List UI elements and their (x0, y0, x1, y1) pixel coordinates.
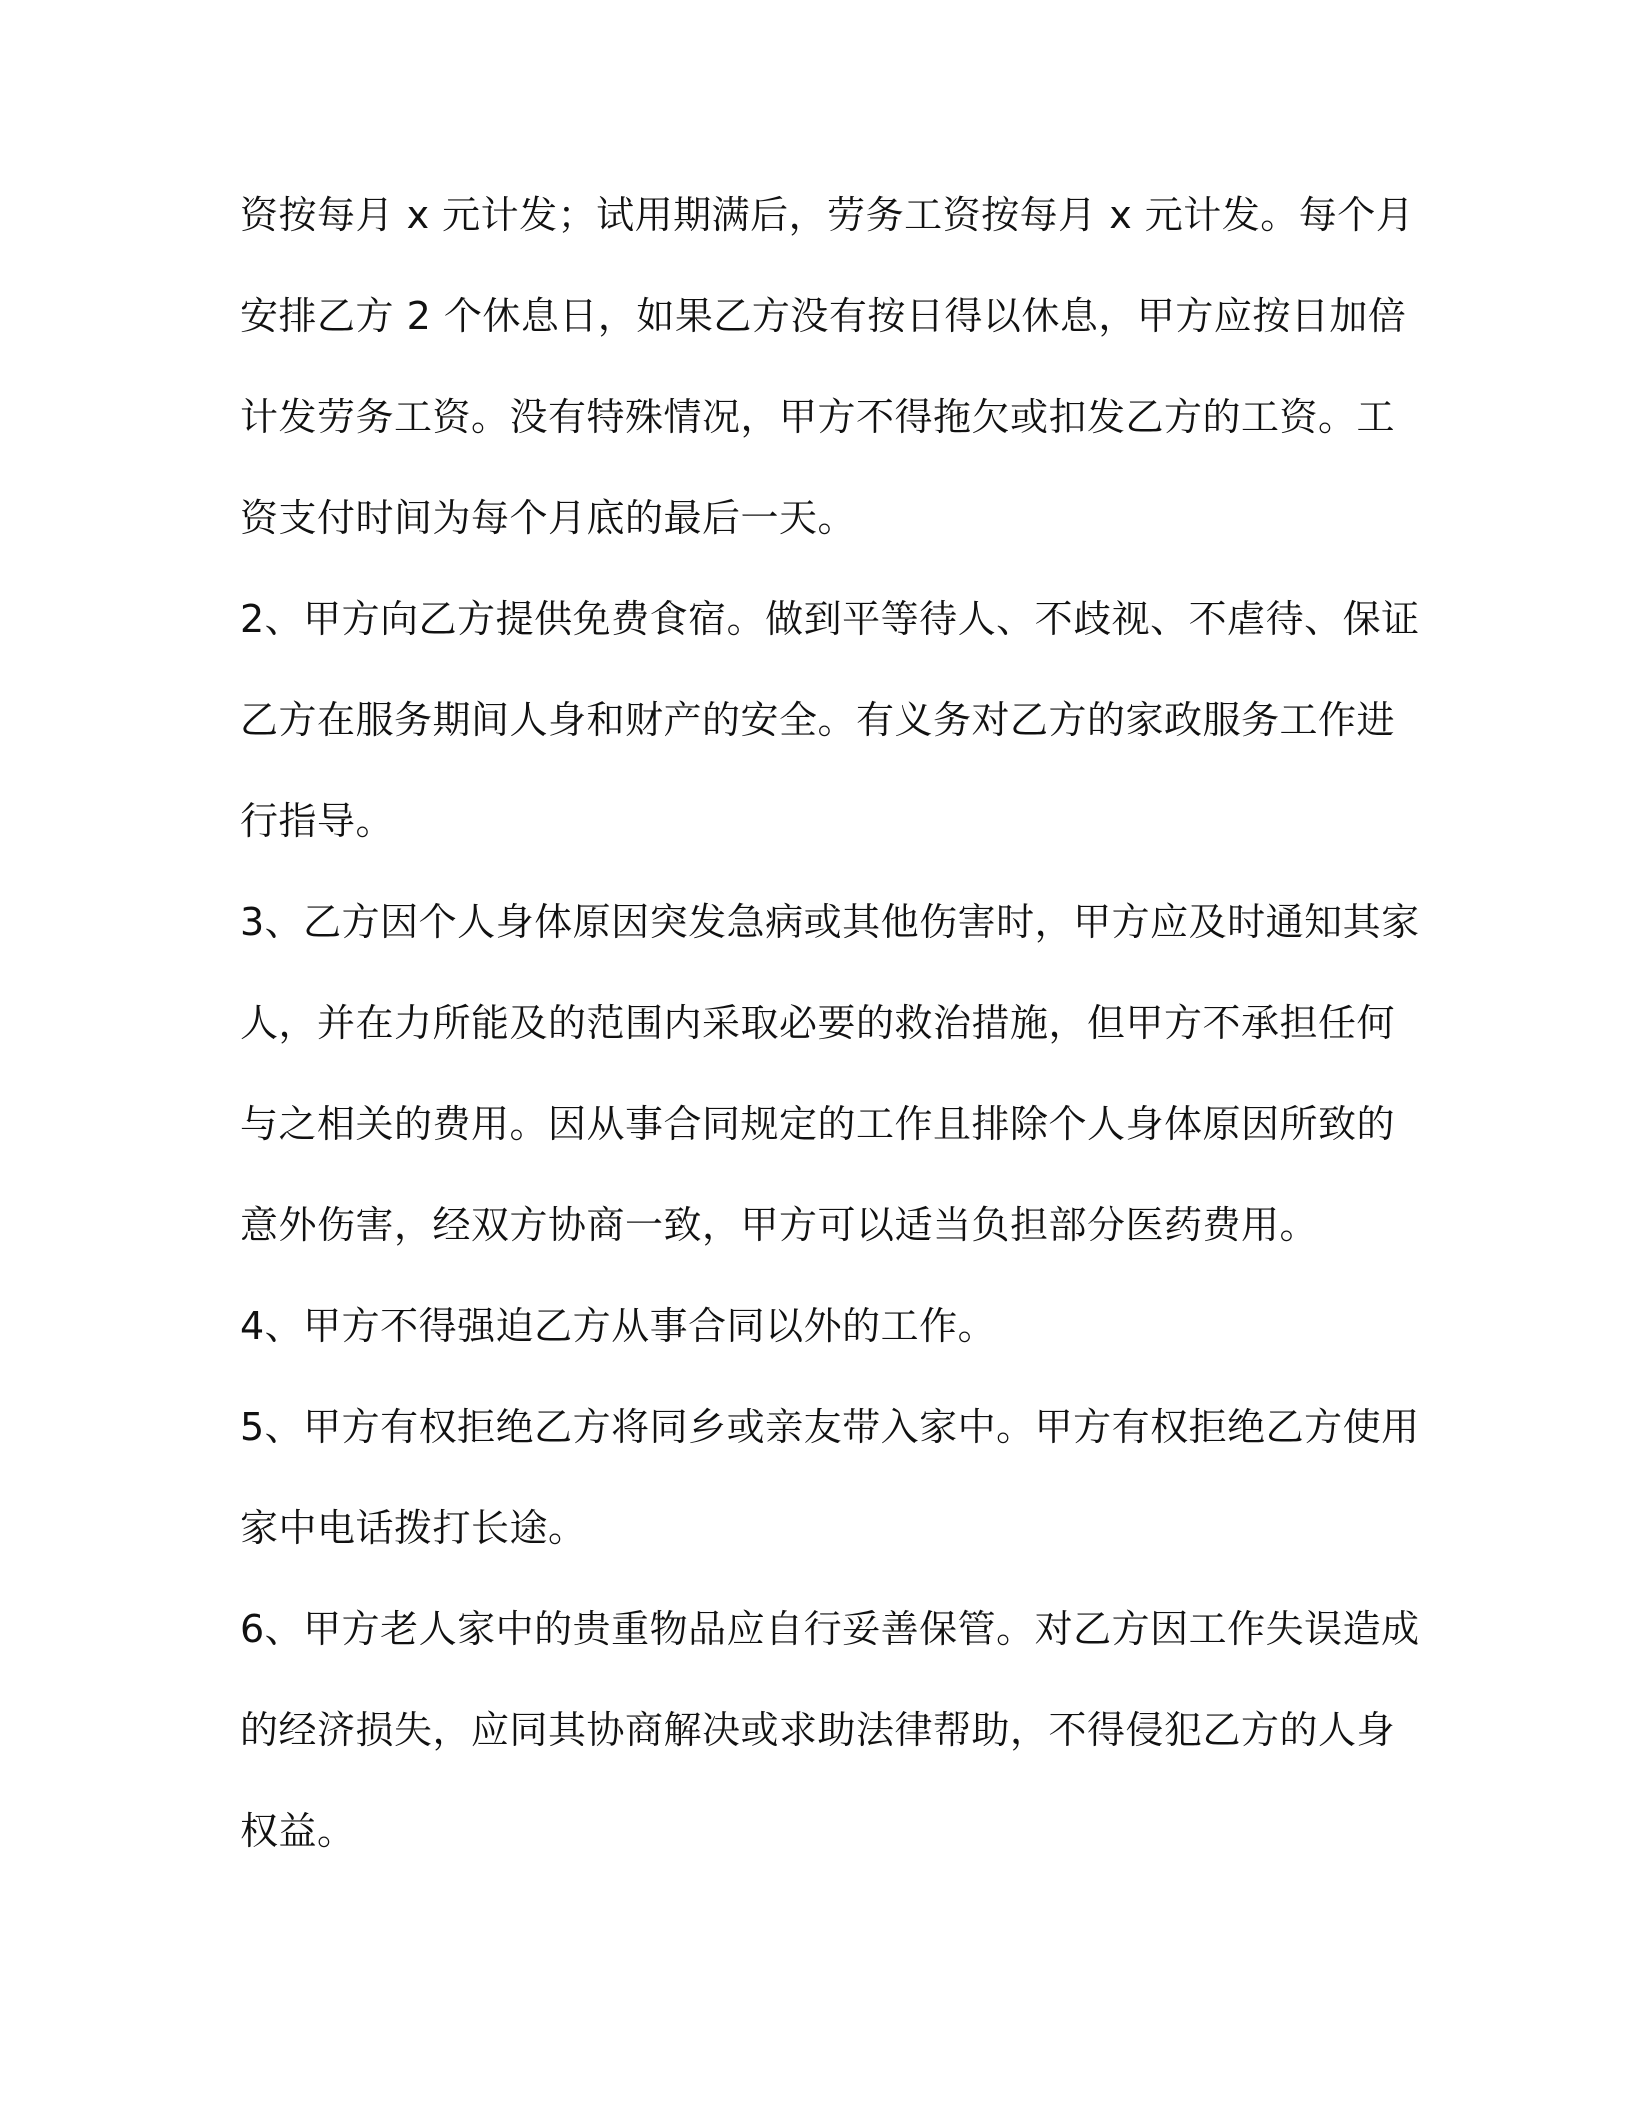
text-line: 资按每月 x 元计发；试用期满后，劳务工资按每月 x 元计发。每个月 (240, 193, 1415, 237)
clause-3-line: 意外伤害，经双方协商一致，甲方可以适当负担部分医药费用。 (240, 1203, 1319, 1247)
clause-4-line: 4、甲方不得强迫乙方从事合同以外的工作。 (240, 1304, 997, 1348)
clause-6-line: 6、甲方老人家中的贵重物品应自行妥善保管。对乙方因工作失误造成 (240, 1607, 1420, 1651)
clause-3-line: 3、乙方因个人身体原因突发急病或其他伤害时，甲方应及时通知其家 (240, 900, 1420, 944)
clause-5-line: 家中电话拨打长途。 (240, 1506, 587, 1550)
clause-2-line: 乙方在服务期间人身和财产的安全。有义务对乙方的家政服务工作进 (240, 698, 1396, 742)
text-line: 计发劳务工资。没有特殊情况，甲方不得拖欠或扣发乙方的工资。工 (240, 395, 1396, 439)
clause-5-line: 5、甲方有权拒绝乙方将同乡或亲友带入家中。甲方有权拒绝乙方使用 (240, 1405, 1420, 1449)
clause-2-line: 2、甲方向乙方提供免费食宿。做到平等待人、不歧视、不虐待、保证 (240, 597, 1420, 641)
text-line: 安排乙方 2 个休息日，如果乙方没有按日得以休息，甲方应按日加倍 (240, 294, 1407, 338)
clause-6-line: 的经济损失，应同其协商解决或求助法律帮助，不得侵犯乙方的人身 (240, 1708, 1396, 1752)
contract-text-body (240, 180, 1420, 1897)
clause-6-line: 权益。 (240, 1809, 356, 1853)
clause-3-line: 人，并在力所能及的范围内采取必要的救治措施，但甲方不承担任何 (240, 1001, 1396, 1045)
text-line: 资支付时间为每个月底的最后一天。 (240, 496, 857, 540)
clause-3-line: 与之相关的费用。因从事合同规定的工作且排除个人身体原因所致的 (240, 1102, 1396, 1146)
clause-2-line: 行指导。 (240, 799, 395, 843)
